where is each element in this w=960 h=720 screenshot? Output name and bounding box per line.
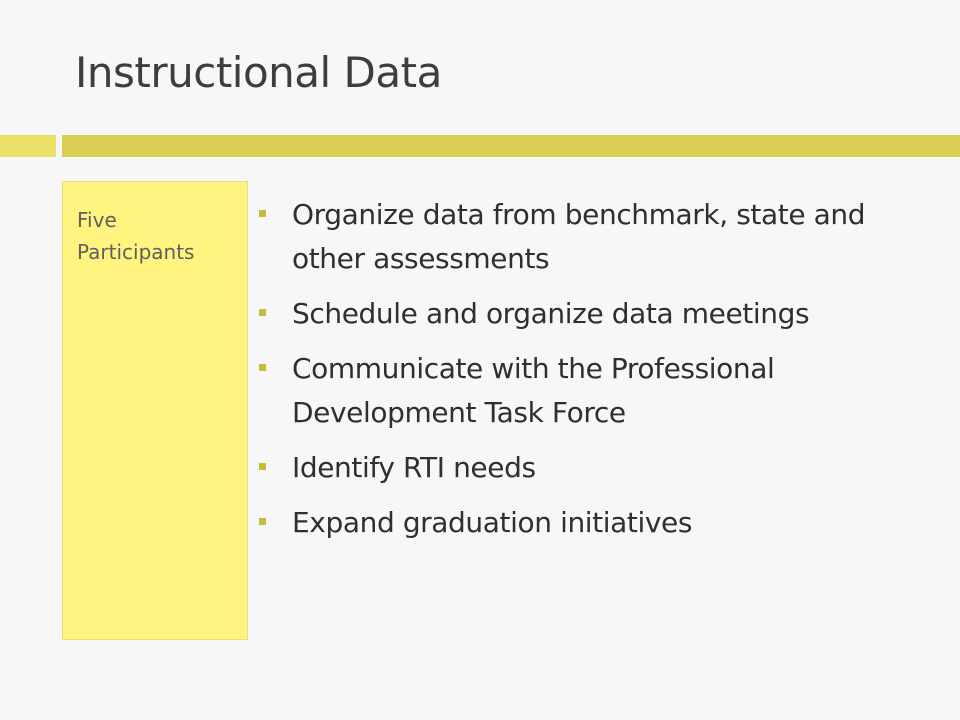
bullet-text: Schedule and organize data meetings [292,297,810,330]
square-bullet-icon [259,463,266,470]
bullet-text: Communicate with the Professional Development Task Force [292,352,775,429]
bullet-text: Identify RTI needs [292,451,536,484]
slide-title: Instructional Data [75,48,442,97]
bullet-list [255,193,945,556]
bullet-item [255,446,945,490]
side-panel [62,181,248,640]
square-bullet-icon [259,210,266,217]
bullet-item [255,501,945,545]
bullet-text: Organize data from benchmark, state and other assessments [292,198,866,275]
bullet-text: Expand graduation initiatives [292,506,693,539]
bullet-item [255,292,945,336]
square-bullet-icon [259,518,266,525]
square-bullet-icon [259,364,266,371]
square-bullet-icon [259,309,266,316]
accent-bar-long [62,135,960,157]
side-panel-label: Five Participants [77,208,195,264]
bullet-item [255,347,945,435]
accent-bar-short [0,135,56,157]
bullet-item [255,193,945,281]
